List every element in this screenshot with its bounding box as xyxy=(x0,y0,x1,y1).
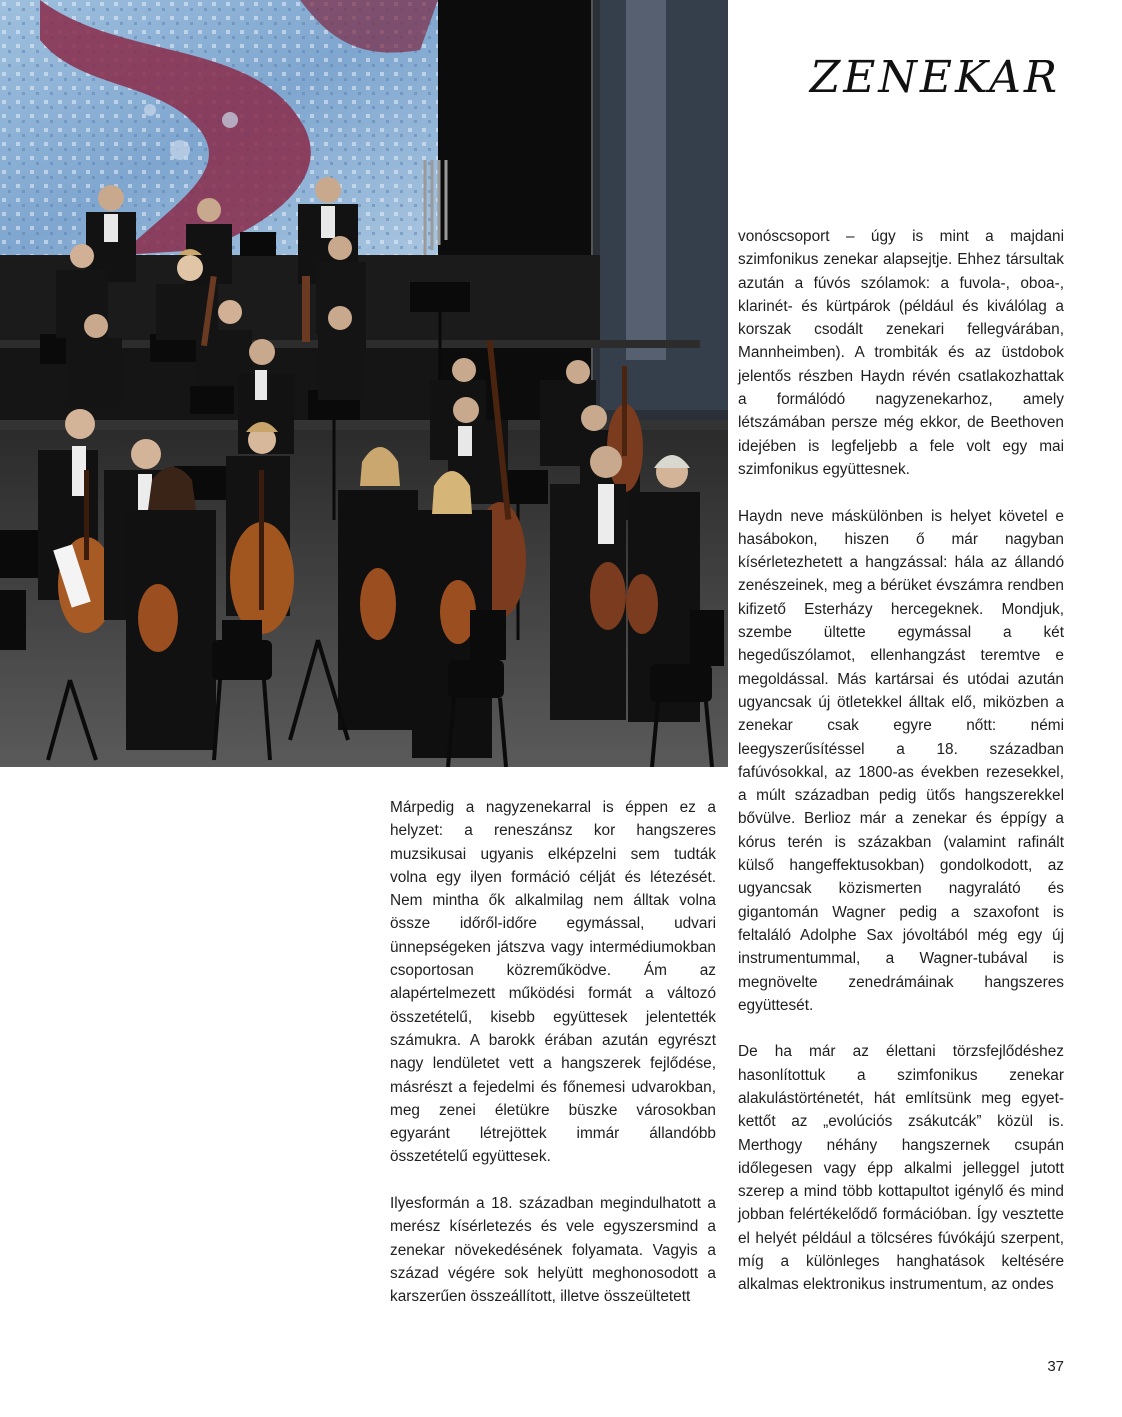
text-column-left xyxy=(390,796,716,1309)
text-column-right xyxy=(738,225,1064,1297)
paragraph: Márpedig a nagyzenekarral is éppen ez a helyzet: a reneszánsz kor hangszeres muzsikusai ugyanis elképzelni sem tudták volna egy ilyen formáció célját és létezését. Nem mintha ők alkalmilag nem álltak volna össze időről-időre egymással, udvari ünnepségeken játszva vagy intermédiumokban csoportosan közreműködve. Ám az alapértelmezett működési formát a változó összetételű, kisebb együttesek jelentették számukra. A barokk érában azután egyrészt nagy lendületet vett a hangszerek fejlődése, másrészt a fejedelmi és főnemesi udvarokban, meg zenei életükre büszke városokban egyaránt létrejöttek immár állandóbb összetételű együttesek. xyxy=(390,799,716,1166)
orchestra-photo xyxy=(0,0,728,767)
paragraph: vonóscsoport – úgy is mint a majdani szimfonikus zenekar alapsejtje. Ehhez társultak azután a fúvós szólamok: a fuvola-, oboa-, klarinét- és kürtpárok (például és kiválólag a korszak csodált zenekari fellegvárában, Mannheimben). A trombiták és az üstdobok jelentős részben Haydn révén csatlakozhattak a formálódó nagyzenekarhoz, amely létszámában persze még ekkor, de Beethoven idejében is legfeljebb a fele volt egy mai szimfonikus együttesnek. xyxy=(738,228,1064,478)
page-title: ZENEKAR xyxy=(809,52,1060,103)
page-number: 37 xyxy=(1047,1358,1064,1375)
paragraph: Haydn neve máskülönben is helyet követel e hasábokon, hiszen ő már nagyban kísérletezhetett a hangzással: hála az állandó zenészeinek, meg a bérüket évszámra rendben kifizető Esterházy hercegeknek. Mondjuk, szembe ültette egymással a két hegedűszólamot, ellenhangzást teremtve e megoldással. Más kartársai és utódai azután ugyancsak új ötletekkel álltak elő, miközben a zenekar csak egyre nőtt: némi leegyszerűsítéssel a 18. században fafúvósokkal, az 1800-as években rezesekkel, a múlt században pedig ütős hangszerekkel bővülve. Berlioz már a zenekar és éppígy a kórus terén is százakban (valamint rafinált külső hangeffektusokban) gondolkodott, az ugyancsak közismerten nagyralátó és gigantomán Wagner pedig a szaxofont is feltaláló Adolphe Sax jóvoltából még egy új instrumentummal, a Wagner-tubával is megnövelte zenedrámáinak hangszeres együttesét. xyxy=(738,507,1064,1014)
paragraph: Ilyesformán a 18. században megindulhatott a merész kísérletezés és vele egyszersmind a zenekar növekedésének folyamata. Vagyis a század végére sok helyütt meghonosodott a karszerűen összeállított, illetve összeültetett xyxy=(390,1195,716,1306)
paragraph: De ha már az élettani törzsfejlődéshez hasonlítottuk a szimfonikus zenekar alakulástörténetét, hát említsünk meg egyet-kettőt az „evolúciós zsákutcák” közül is. Merthogy néhány hangszernek csupán időlegesen vagy épp alkalmi jelleggel jutott szerep a mind több kottapultot igénylő és mind jobban felértékelődő formációban. Így vesztette el helyét például a tölcséres fúvókájú szerpent, míg a különleges hanghatások keltésére alkalmas elektronikus instrumentum, az ondes xyxy=(738,1043,1064,1294)
